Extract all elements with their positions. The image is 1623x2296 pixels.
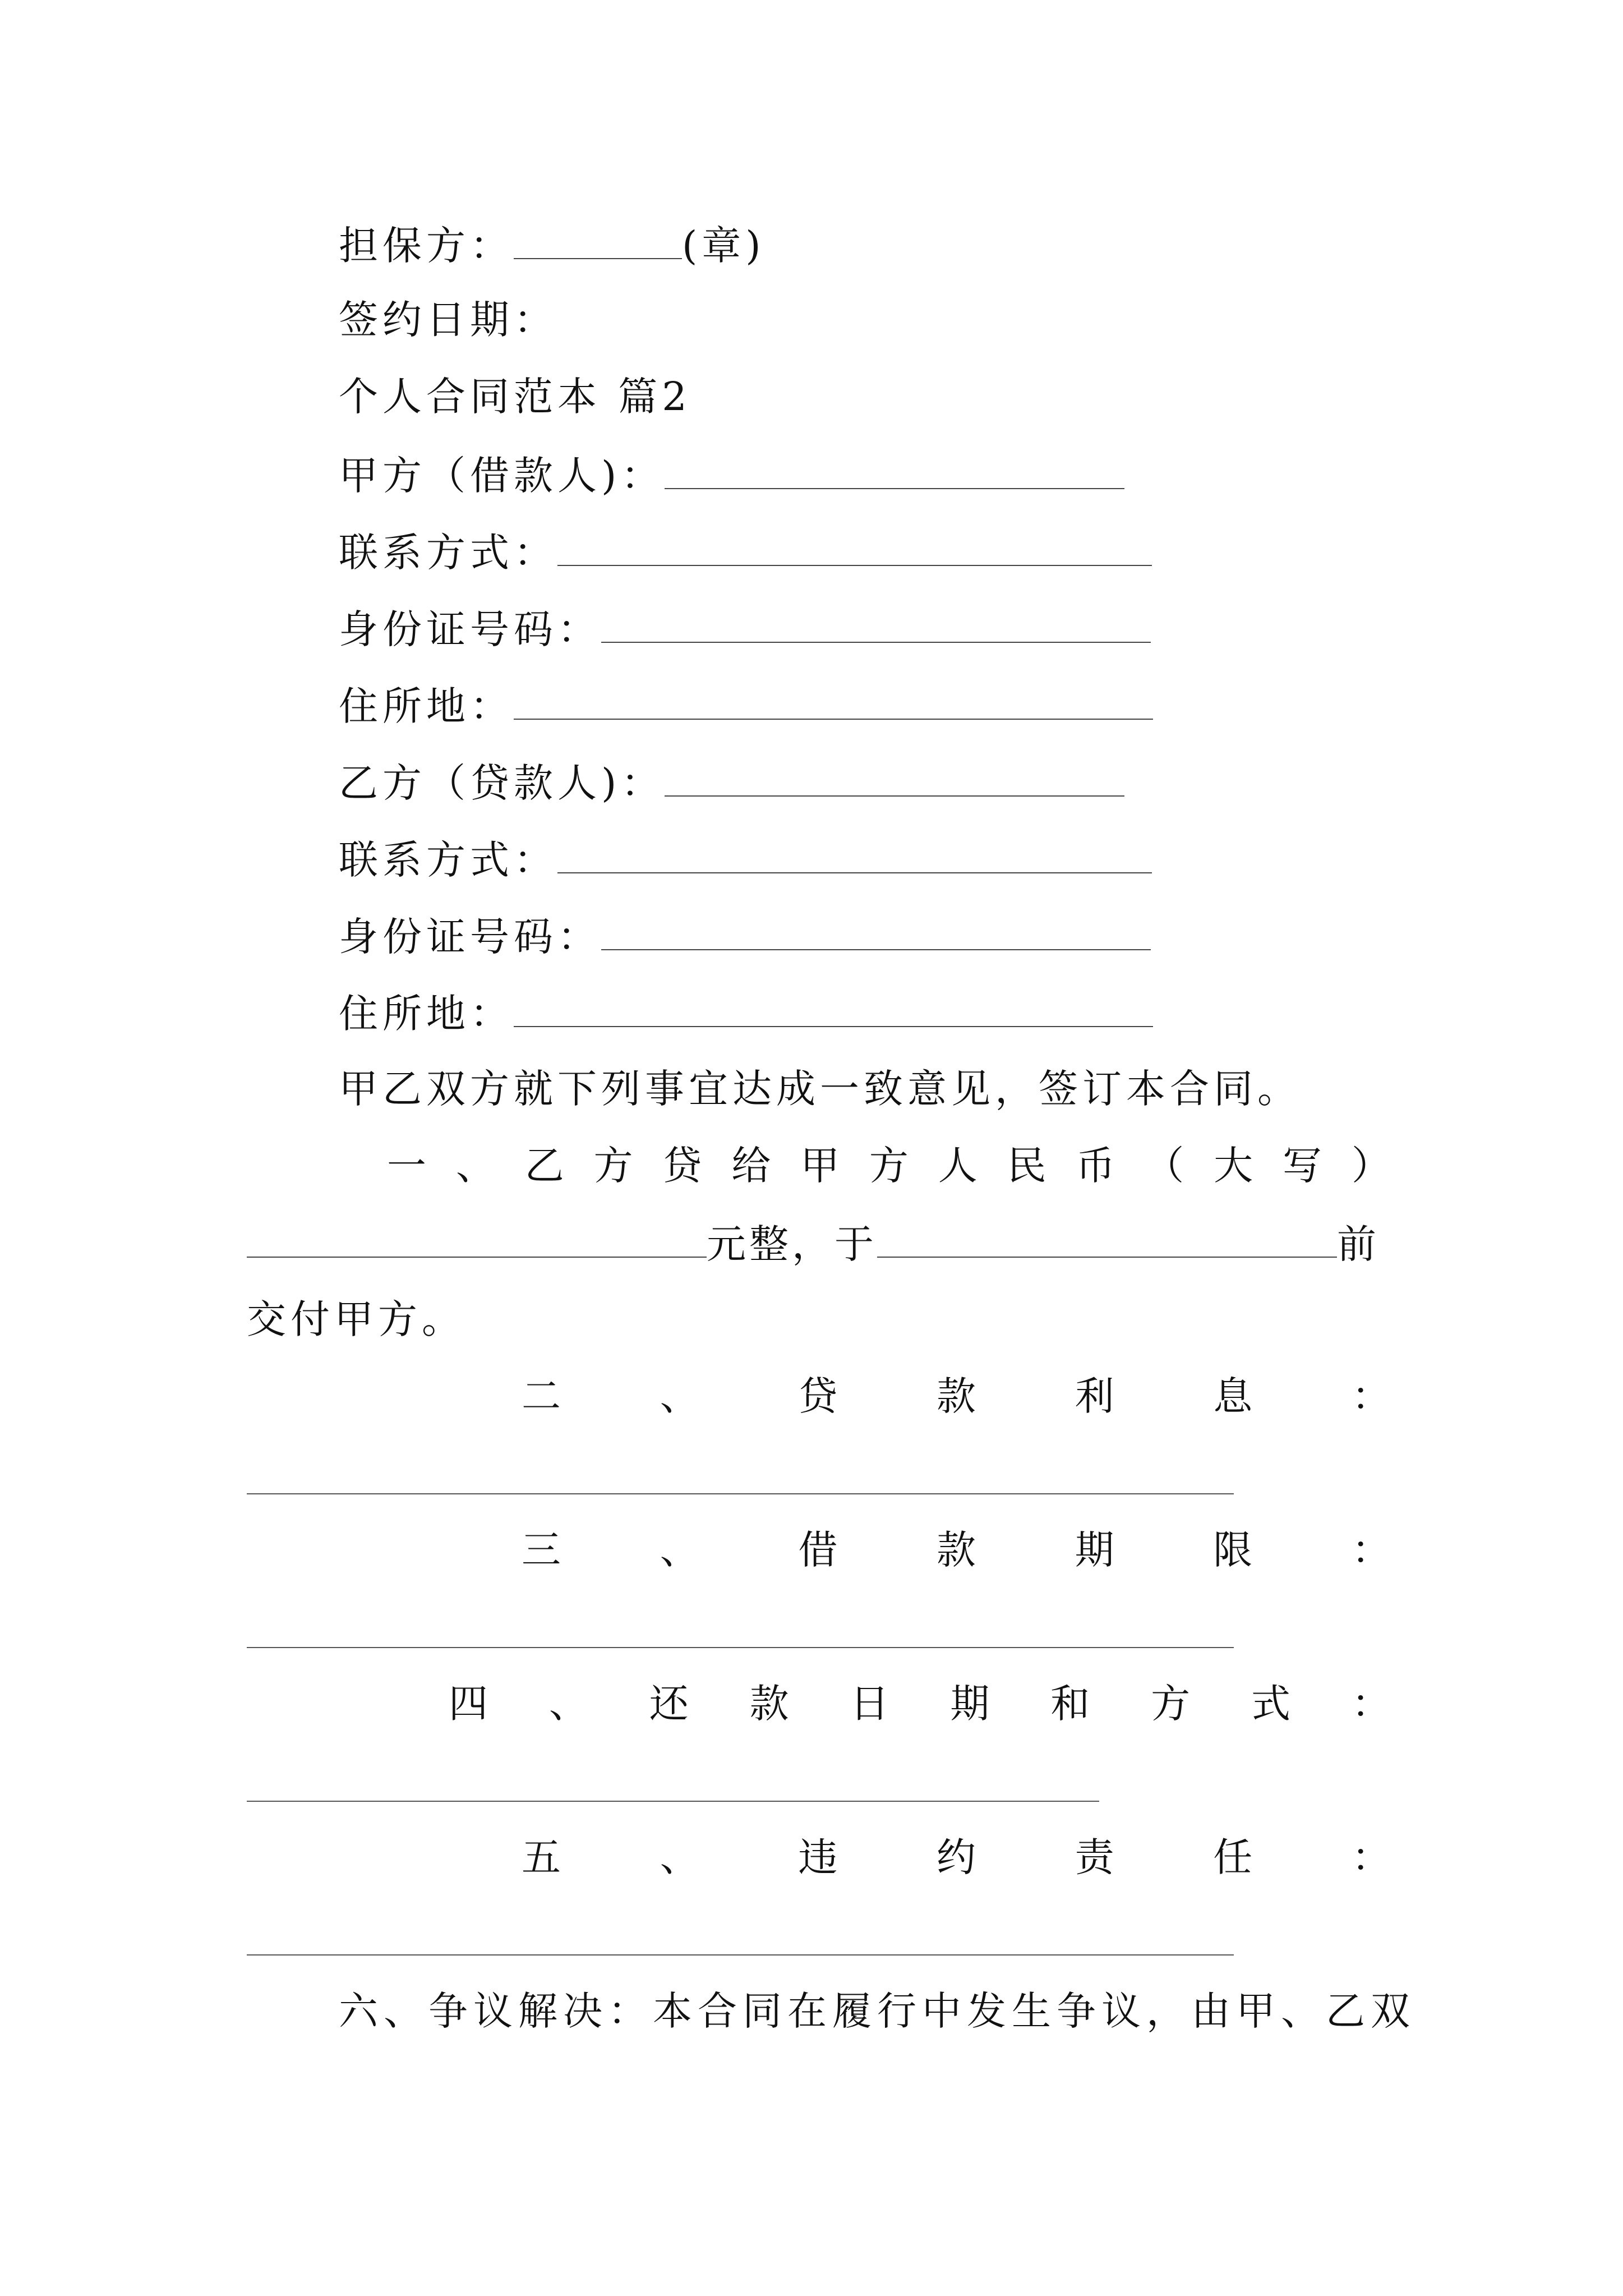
clause-1-char: 甲 — [800, 1143, 840, 1189]
clause-1-cont: 交付甲方。 — [247, 1296, 465, 1342]
clause-1-char: 民 — [1007, 1143, 1046, 1189]
clause-1-end: 前 — [1337, 1221, 1380, 1267]
clause-3-char: 期 — [1075, 1527, 1114, 1573]
guarantor-line — [339, 219, 766, 271]
party-a-line — [339, 449, 1124, 501]
clause-1-char: 、 — [455, 1143, 495, 1189]
guarantor-label: 担保方： — [339, 223, 514, 269]
contact-b-label: 联系方式： — [339, 837, 557, 883]
clause-5-char: 任 — [1213, 1834, 1253, 1880]
clause-5-char: 违 — [798, 1834, 838, 1880]
clause-2-char: 息 — [1213, 1373, 1253, 1419]
clause-4-char: 、 — [548, 1681, 588, 1727]
party-a-label: 甲方（借款人)： — [339, 453, 665, 499]
section-title-text: 个人合同范本 篇2 — [339, 374, 691, 420]
id-b-label: 身份证号码： — [339, 914, 601, 960]
clause-4-char: 和 — [1050, 1681, 1090, 1727]
clause-1-char: （ — [1145, 1143, 1184, 1189]
clause-3-char: ： — [1351, 1527, 1391, 1573]
amount-blank[interactable] — [247, 1217, 707, 1258]
clause-1-char: 一 — [387, 1143, 426, 1189]
clause-1-char: 人 — [938, 1143, 978, 1189]
party-b-label: 乙方（贷款人)： — [339, 760, 665, 806]
clause-5-char: ： — [1351, 1834, 1391, 1880]
sign-date-line — [339, 295, 557, 345]
address-a-label: 住所地： — [339, 683, 514, 729]
clause-5-blank[interactable] — [247, 1954, 1234, 1955]
clause-1-mid: 元整，于 — [707, 1221, 877, 1267]
clause-5-heading — [522, 1832, 1391, 1883]
guarantor-seal-suffix: (章) — [682, 223, 766, 269]
address-b-label: 住所地： — [339, 991, 514, 1037]
contact-a-blank[interactable] — [557, 526, 1152, 566]
address-a-line — [339, 679, 1153, 731]
clause-4-char: 式 — [1251, 1681, 1290, 1727]
clause-1-char: 币 — [1076, 1143, 1115, 1189]
clause-3-char: 款 — [936, 1527, 976, 1573]
clause-3-char: 三 — [522, 1527, 561, 1573]
section-title — [339, 371, 691, 422]
clause-4-heading — [449, 1678, 1391, 1729]
clause-1-char: 给 — [731, 1143, 771, 1189]
clause-2-blank[interactable] — [247, 1493, 1234, 1494]
id-a-label: 身份证号码： — [339, 606, 601, 652]
id-b-line — [339, 910, 1151, 962]
clause-1-char: 大 — [1214, 1143, 1253, 1189]
party-b-blank[interactable] — [665, 756, 1124, 797]
clause-2-heading — [522, 1371, 1391, 1421]
clause-5-char: 、 — [660, 1834, 699, 1880]
clause-5-char: 五 — [522, 1834, 561, 1880]
clause-6-line — [339, 1986, 1415, 2036]
clause-4-char: ： — [1351, 1681, 1391, 1727]
clause-1-cont-line — [247, 1294, 465, 1345]
address-b-line — [339, 987, 1153, 1039]
clause-2-char: 利 — [1075, 1373, 1114, 1419]
clause-3-heading — [522, 1525, 1391, 1575]
clause-1-char: 方 — [593, 1143, 633, 1189]
sign-date-label: 签约日期： — [339, 297, 557, 343]
clause-1-char: 方 — [869, 1143, 909, 1189]
clause-4-char: 款 — [749, 1681, 789, 1727]
clause-1-char: 写 — [1282, 1143, 1322, 1189]
party-a-blank[interactable] — [665, 449, 1124, 489]
contact-a-label: 联系方式： — [339, 530, 557, 576]
address-b-blank[interactable] — [514, 987, 1153, 1027]
clause-4-char: 日 — [850, 1681, 889, 1727]
agreement-line — [339, 1064, 1301, 1114]
clause-6-text: 六、争议解决：本合同在履行中发生争议，由甲、乙双 — [339, 1988, 1415, 2034]
clause-1-char: 乙 — [524, 1143, 564, 1189]
clause-2-char: ： — [1351, 1373, 1391, 1419]
id-a-blank[interactable] — [601, 602, 1151, 643]
clause-3-char: 借 — [798, 1527, 838, 1573]
clause-2-char: 二 — [522, 1373, 561, 1419]
clause-3-blank[interactable] — [247, 1647, 1234, 1648]
clause-2-char: 、 — [660, 1373, 699, 1419]
clause-1-char: ） — [1351, 1143, 1391, 1189]
contact-b-blank[interactable] — [557, 833, 1152, 873]
clause-4-char: 还 — [649, 1681, 689, 1727]
clause-5-char: 约 — [936, 1834, 976, 1880]
id-a-line — [339, 602, 1151, 655]
agreement-text: 甲乙双方就下列事宜达成一致意见，签订本合同。 — [339, 1066, 1301, 1112]
address-a-blank[interactable] — [514, 679, 1153, 720]
clause-1-heading — [387, 1140, 1391, 1191]
contact-a-line — [339, 526, 1152, 578]
clause-4-char: 方 — [1151, 1681, 1191, 1727]
clause-1-amount-line — [247, 1217, 1380, 1269]
guarantor-blank[interactable] — [514, 219, 682, 259]
clause-3-char: 、 — [660, 1527, 699, 1573]
clause-3-char: 限 — [1213, 1527, 1253, 1573]
id-b-blank[interactable] — [601, 910, 1151, 950]
party-b-line — [339, 756, 1124, 808]
clause-2-char: 贷 — [798, 1373, 838, 1419]
clause-5-char: 责 — [1075, 1834, 1114, 1880]
contact-b-line — [339, 833, 1152, 885]
clause-4-blank[interactable] — [247, 1801, 1099, 1802]
clause-2-char: 款 — [936, 1373, 976, 1419]
clause-1-char: 贷 — [662, 1143, 702, 1189]
clause-4-char: 四 — [449, 1681, 488, 1727]
clause-4-char: 期 — [950, 1681, 990, 1727]
deadline-blank[interactable] — [877, 1217, 1337, 1258]
